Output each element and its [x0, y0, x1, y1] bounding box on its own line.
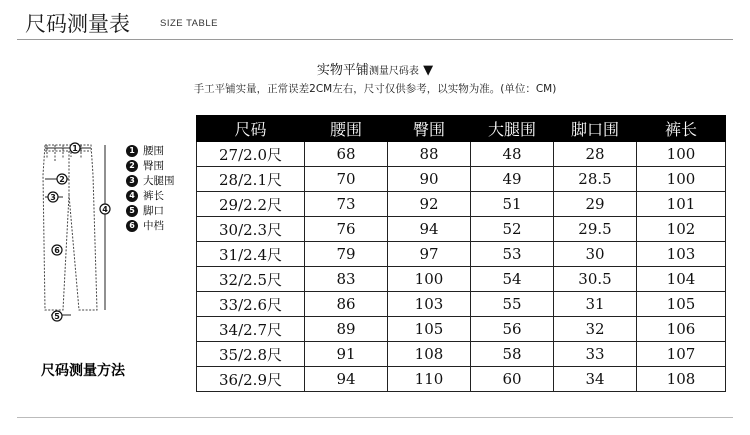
value-cell: 83: [305, 267, 388, 292]
table-row: [197, 367, 726, 392]
legend-label: 大腿围: [143, 175, 175, 187]
value-cell: 48: [471, 142, 554, 167]
size-cell: 33/2.6尺: [197, 292, 305, 317]
value-cell: 101: [637, 192, 726, 217]
value-cell: 90: [388, 167, 471, 192]
size-table: [196, 115, 726, 392]
table-row: [197, 342, 726, 367]
trousers-diagram: [33, 135, 125, 330]
value-cell: 105: [388, 317, 471, 342]
column-header-hip: 臀围: [388, 116, 471, 142]
legend-label: 脚口: [143, 205, 164, 217]
table-row: [197, 242, 726, 267]
value-cell: 97: [388, 242, 471, 267]
value-cell: 29: [554, 192, 637, 217]
value-cell: 54: [471, 267, 554, 292]
legend-label: 裤长: [143, 190, 164, 202]
value-cell: 91: [305, 342, 388, 367]
value-cell: 53: [471, 242, 554, 267]
value-cell: 68: [305, 142, 388, 167]
measure-legend: [126, 143, 175, 233]
size-cell: 35/2.8尺: [197, 342, 305, 367]
page-subtitle: SIZE TABLE: [160, 18, 218, 29]
value-cell: 56: [471, 317, 554, 342]
table-row: [197, 217, 726, 242]
footer-divider: [17, 417, 733, 418]
number-1-icon: 1: [126, 145, 138, 157]
arrow-down-icon: ▼: [423, 63, 434, 78]
svg-text:4: 4: [102, 205, 108, 214]
value-cell: 28.5: [554, 167, 637, 192]
table-row: [197, 292, 726, 317]
table-row: [197, 317, 726, 342]
value-cell: 70: [305, 167, 388, 192]
table-row: [197, 167, 726, 192]
size-cell: 27/2.0尺: [197, 142, 305, 167]
header-divider: [17, 39, 733, 40]
number-5-icon: 5: [126, 205, 138, 217]
value-cell: 102: [637, 217, 726, 242]
value-cell: 79: [305, 242, 388, 267]
value-cell: 110: [388, 367, 471, 392]
value-cell: 100: [637, 142, 726, 167]
size-cell: 30/2.3尺: [197, 217, 305, 242]
legend-item: [126, 218, 175, 233]
value-cell: 51: [471, 192, 554, 217]
value-cell: 89: [305, 317, 388, 342]
value-cell: 103: [637, 242, 726, 267]
value-cell: 31: [554, 292, 637, 317]
legend-label: 中档: [143, 220, 164, 232]
value-cell: 104: [637, 267, 726, 292]
value-cell: 94: [388, 217, 471, 242]
number-2-icon: 2: [126, 160, 138, 172]
legend-label: 腰围: [143, 145, 164, 157]
svg-text:5: 5: [54, 312, 60, 321]
number-6-icon: 6: [126, 220, 138, 232]
measure-note: 手工平铺实量，正常误差2CM左右，尺寸仅供参考，以实物为准。(单位：CM): [193, 83, 557, 95]
value-cell: 52: [471, 217, 554, 242]
value-cell: 32: [554, 317, 637, 342]
svg-text:1: 1: [72, 144, 78, 153]
column-header-hem: 脚口围: [554, 116, 637, 142]
table-header-row: [197, 116, 726, 142]
legend-item: [126, 203, 175, 218]
legend-item: [126, 158, 175, 173]
value-cell: 34: [554, 367, 637, 392]
value-cell: 100: [388, 267, 471, 292]
column-header-thigh: 大腿围: [471, 116, 554, 142]
legend-item: [126, 188, 175, 203]
svg-text:6: 6: [54, 246, 60, 255]
measure-title-small: 测量尺码表: [368, 66, 419, 77]
value-cell: 30: [554, 242, 637, 267]
legend-item: [126, 143, 175, 158]
value-cell: 49: [471, 167, 554, 192]
page-title: 尺码测量表: [25, 12, 130, 36]
size-cell: 36/2.9尺: [197, 367, 305, 392]
value-cell: 92: [388, 192, 471, 217]
table-row: [197, 192, 726, 217]
value-cell: 30.5: [554, 267, 637, 292]
value-cell: 107: [637, 342, 726, 367]
table-row: [197, 267, 726, 292]
value-cell: 108: [388, 342, 471, 367]
value-cell: 94: [305, 367, 388, 392]
number-3-icon: 3: [126, 175, 138, 187]
size-cell: 28/2.1尺: [197, 167, 305, 192]
legend-item: [126, 173, 175, 188]
value-cell: 86: [305, 292, 388, 317]
value-cell: 29.5: [554, 217, 637, 242]
trousers-outline: [43, 145, 97, 310]
size-cell: 31/2.4尺: [197, 242, 305, 267]
svg-text:2: 2: [59, 175, 65, 184]
size-cell: 32/2.5尺: [197, 267, 305, 292]
page-header: [17, 6, 733, 36]
measure-title: [0, 59, 750, 78]
value-cell: 108: [637, 367, 726, 392]
value-cell: 103: [388, 292, 471, 317]
value-cell: 106: [637, 317, 726, 342]
value-cell: 73: [305, 192, 388, 217]
value-cell: 88: [388, 142, 471, 167]
value-cell: 58: [471, 342, 554, 367]
number-4-icon: 4: [126, 190, 138, 202]
value-cell: 33: [554, 342, 637, 367]
legend-label: 臀围: [143, 160, 164, 172]
column-header-waist: 腰围: [305, 116, 388, 142]
table-row: [197, 142, 726, 167]
size-cell: 34/2.7尺: [197, 317, 305, 342]
column-header-size: 尺码: [197, 116, 305, 142]
value-cell: 60: [471, 367, 554, 392]
measure-method-label: 尺码测量方法: [41, 363, 125, 379]
measure-title-main: 实物平铺: [316, 63, 369, 78]
value-cell: 28: [554, 142, 637, 167]
svg-text:3: 3: [50, 193, 56, 202]
size-cell: 29/2.2尺: [197, 192, 305, 217]
column-header-length: 裤长: [637, 116, 726, 142]
value-cell: 100: [637, 167, 726, 192]
value-cell: 105: [637, 292, 726, 317]
value-cell: 55: [471, 292, 554, 317]
value-cell: 76: [305, 217, 388, 242]
